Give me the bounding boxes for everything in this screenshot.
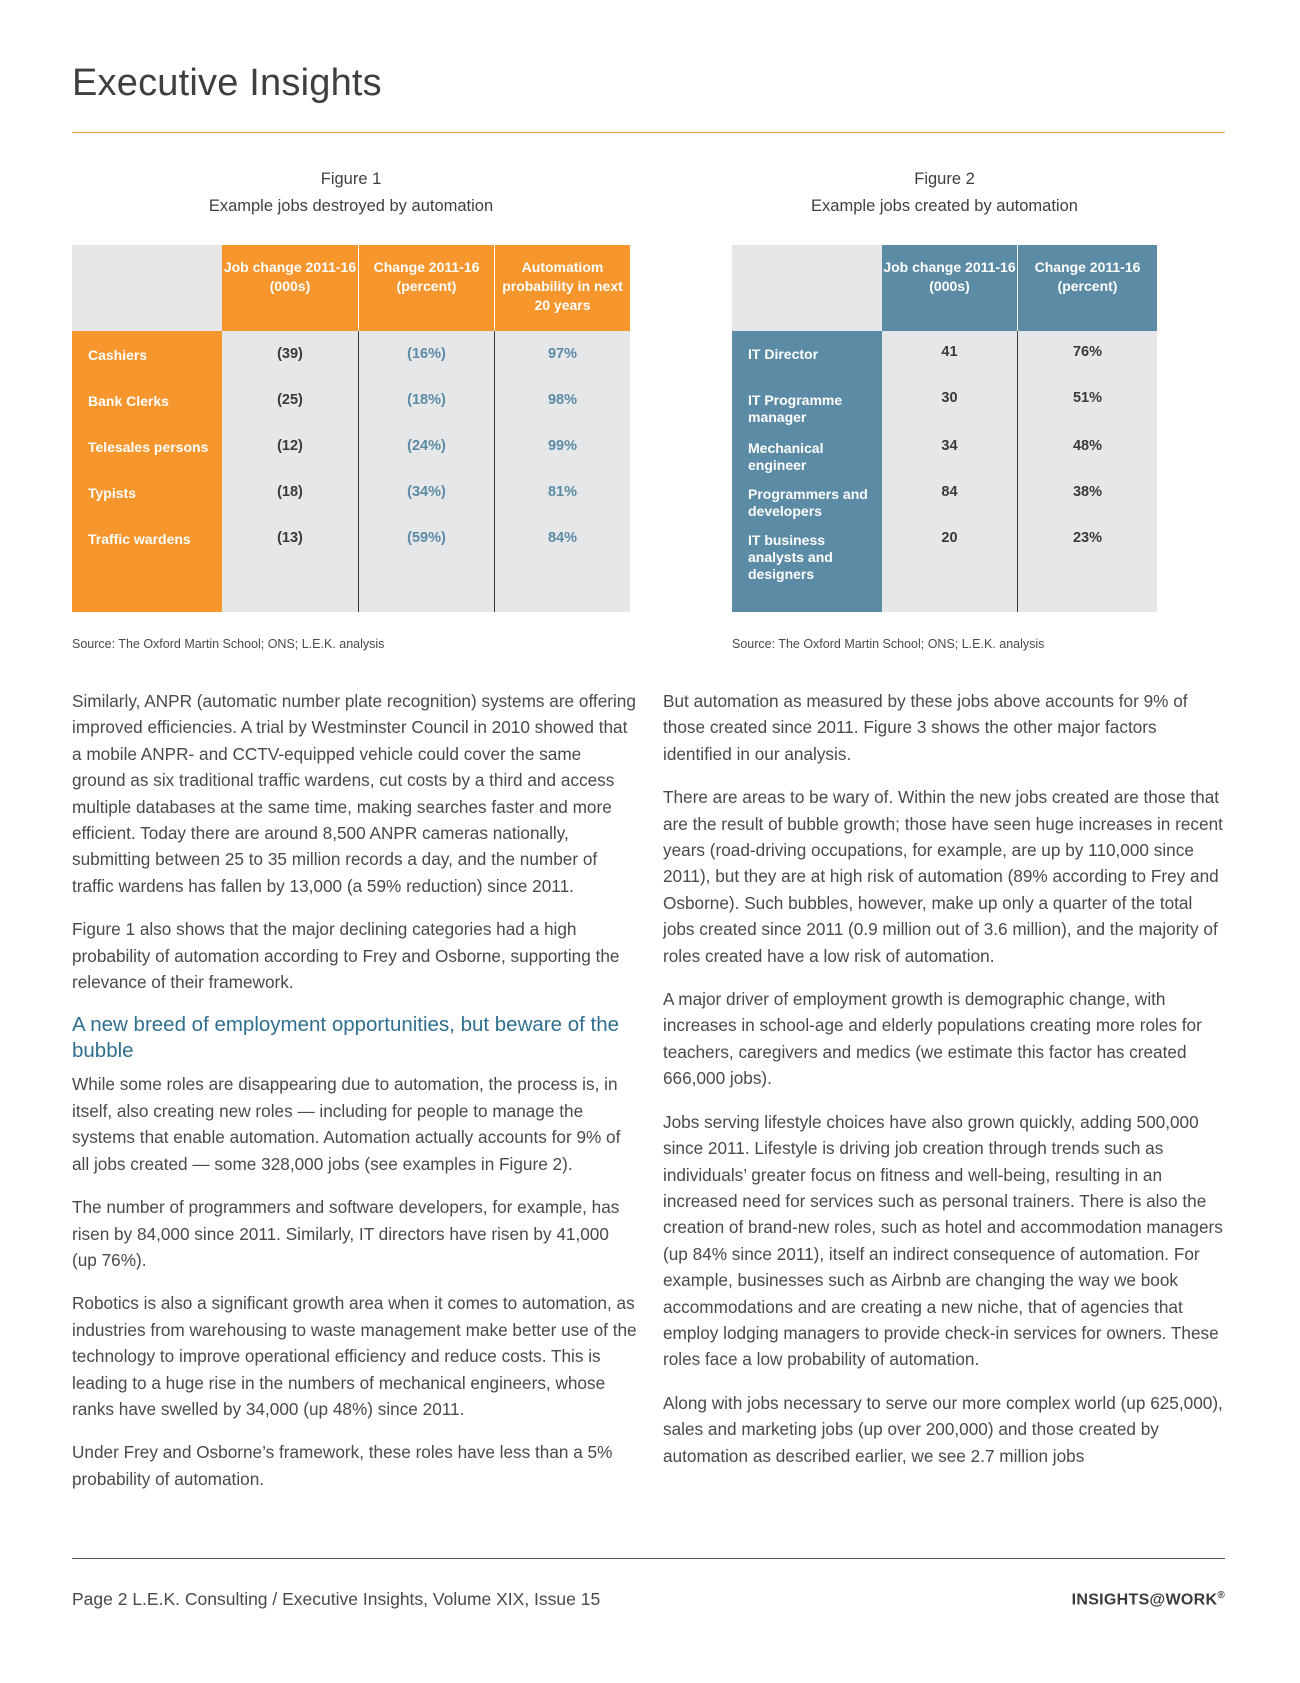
- job-change-value: 84: [941, 484, 958, 500]
- row-label: IT business analysts and designers: [748, 532, 833, 582]
- job-change-value: 34: [941, 438, 958, 454]
- figure-2-title: Example jobs created by automation: [811, 197, 1078, 215]
- paragraph: Robotics is also a significant growth area when it comes to automation, as industries from warehousing to waste management make better use of the technology to improve operational efficiency and reduce costs. This is leading to a huge rise in the numbers of mechanical engineers, whose ranks have swelled by 34,000 (up 48%) since 2011.: [72, 1293, 637, 1419]
- percent-change-value: (59%): [407, 530, 446, 546]
- paragraph: Figure 1 also shows that the major declining categories had a high probability of automation according to Frey and Osborne, supporting the relevance of their framework.: [72, 919, 620, 993]
- column-header: Job change 2011-16 (000s): [222, 245, 358, 331]
- registered-mark: ®: [1217, 1590, 1225, 1601]
- percent-change-value: 51%: [1072, 390, 1103, 406]
- footer-page-info: Page 2 L.E.K. Consulting / Executive Insights, Volume XIX, Issue 15: [72, 1589, 601, 1609]
- paragraph: There are areas to be wary of. Within the new jobs created are those that are the result of bubble growth; those have seen huge increases in recent years (road-driving occupations, for example, are up by 110,000 since 2011), but they are at high risk of automation (89% according to Frey and Osborne). Such bubbles, however, make up only a quarter of the total jobs created since 2011 (0.9 million out of 3.6 million), and the majority of roles created have a low risk of automation.: [663, 787, 1223, 966]
- paragraph: But automation as measured by these jobs above accounts for 9% of those created since 2011. Figure 3 shows the other major factors identified in our analysis.: [663, 691, 1188, 764]
- job-change-value: (25): [277, 392, 303, 408]
- brand-name: INSIGHTS@WORK: [1071, 1591, 1218, 1609]
- probability-value: 97%: [547, 346, 578, 362]
- paragraph: Along with jobs necessary to serve our more complex world (up 625,000), sales and marketing jobs (up over 200,000) and those created by automation as described earlier, we see 2.7 million jobs: [663, 1392, 1223, 1466]
- figure-2-source: Source: The Oxford Martin School; ONS; L.E.K. analysis: [732, 637, 1045, 651]
- row-label: IT Director: [748, 346, 819, 362]
- column-header: Automatiom probability in next 20 years: [494, 245, 630, 331]
- job-change-value: (13): [277, 530, 303, 546]
- percent-change-column: [1017, 331, 1157, 612]
- figure-2-table: [732, 245, 1157, 612]
- job-change-value: 41: [941, 344, 958, 360]
- paragraph: A major driver of employment growth is demographic change, with increases in school-age and elderly populations creating more roles for teachers, caregivers and medics (we estimate this factor has created 666,000 jobs).: [663, 989, 1202, 1089]
- probability-value: 99%: [547, 438, 578, 454]
- paragraph: Similarly, ANPR (automatic number plate recognition) systems are offering improved efficiencies. A trial by Westminster Council in 2010 showed that a mobile ANPR- and CCTV-equipped vehicle could cover the same ground as six traditional traffic wardens, cut costs by a third and access multiple databases at the same time, making searches faster and more efficient. Today there are around 8,500 ANPR cameras nationally, submitting between 25 to 35 million records a day, and the number of traffic wardens has fallen by 13,000 (a 59% reduction) since 2011.: [72, 691, 636, 896]
- figure-2-number: Figure 2: [914, 170, 975, 188]
- job-change-value: (39): [277, 346, 303, 362]
- row-label-column: [72, 331, 222, 612]
- probability-column: [494, 331, 630, 612]
- row-label: IT Programme manager: [748, 392, 843, 425]
- probability-value: 81%: [547, 484, 578, 500]
- row-label: Bank Clerks: [88, 393, 169, 409]
- percent-change-value: (24%): [407, 438, 446, 454]
- column-header: Change 2011-16 (percent): [1017, 245, 1157, 331]
- row-label: Cashiers: [88, 347, 148, 363]
- percent-change-value: (18%): [407, 392, 446, 408]
- page-title: Executive Insights: [72, 62, 382, 104]
- figure-1-table: [72, 245, 630, 612]
- figure-1-caption: [72, 166, 630, 220]
- column-header: Change 2011-16 (percent): [358, 245, 494, 331]
- header-divider: [72, 132, 1225, 133]
- paragraph: While some roles are disappearing due to automation, the process is, in itself, also creating new roles — including for people to manage the systems that enable automation. Automation actually accounts for 9% of all jobs created — some 328,000 jobs (see examples in Figure 2).: [72, 1074, 621, 1174]
- job-change-value: 20: [941, 530, 958, 546]
- figure-1-number: Figure 1: [320, 170, 382, 188]
- column-header: Job change 2011-16 (000s): [882, 245, 1017, 331]
- body-column-right: [663, 688, 1225, 1486]
- job-change-value: (12): [277, 438, 303, 454]
- paragraph: The number of programmers and software developers, for example, has risen by 84,000 since 2011. Similarly, IT directors have risen by 41,000 (up 76%).: [72, 1197, 620, 1270]
- row-label-column: [732, 331, 882, 612]
- percent-change-column: [358, 331, 494, 612]
- table-corner: [732, 245, 882, 331]
- paragraph: Jobs serving lifestyle choices have also grown quickly, adding 500,000 since 2011. Lifestyle is driving job creation through trends such as individuals’ greater focus on fitness and well-being, resulting in an increased need for services such as personal trainers. There is also the creation of brand-new roles, such as hotel and accommodation managers (up 84% since 2011), itself an indirect consequence of automation. For example, businesses such as Airbnb are changing the way we book accommodations and are creating a new niche, that of agencies that employ lodging managers to provide check-in services for owners. These roles face a low probability of automation.: [663, 1111, 1223, 1370]
- row-label: Programmers and developers: [748, 486, 868, 519]
- figure-1-source: Source: The Oxford Martin School; ONS; L.E.K. analysis: [72, 637, 385, 651]
- section-heading: A new breed of employment opportunities, but beware of the bubble: [72, 1013, 620, 1063]
- percent-change-value: (34%): [407, 484, 446, 500]
- footer-brand: [1072, 1590, 1225, 1609]
- figure-2-caption: [732, 166, 1157, 220]
- footer-divider: [72, 1558, 1225, 1559]
- paragraph: Under Frey and Osborne’s framework, these roles have less than a 5% probability of automation.: [72, 1442, 613, 1489]
- percent-change-value: 76%: [1072, 344, 1103, 360]
- percent-change-value: 48%: [1072, 438, 1103, 454]
- probability-value: 98%: [547, 392, 578, 408]
- figure-1-title: Example jobs destroyed by automation: [208, 197, 494, 215]
- table-corner: [72, 245, 222, 331]
- percent-change-value: 23%: [1072, 530, 1103, 546]
- job-change-value: (18): [277, 484, 303, 500]
- job-change-value: 30: [941, 390, 958, 406]
- row-label: Typists: [88, 485, 136, 501]
- body-column-left: [72, 688, 637, 1509]
- probability-value: 84%: [547, 530, 578, 546]
- row-label: Traffic wardens: [88, 531, 191, 547]
- percent-change-value: (16%): [407, 346, 446, 362]
- row-label: Mechanical engineer: [748, 440, 824, 473]
- job-change-column: [222, 331, 358, 612]
- percent-change-value: 38%: [1072, 484, 1103, 500]
- row-label: Telesales persons: [88, 439, 209, 455]
- job-change-column: [882, 331, 1017, 612]
